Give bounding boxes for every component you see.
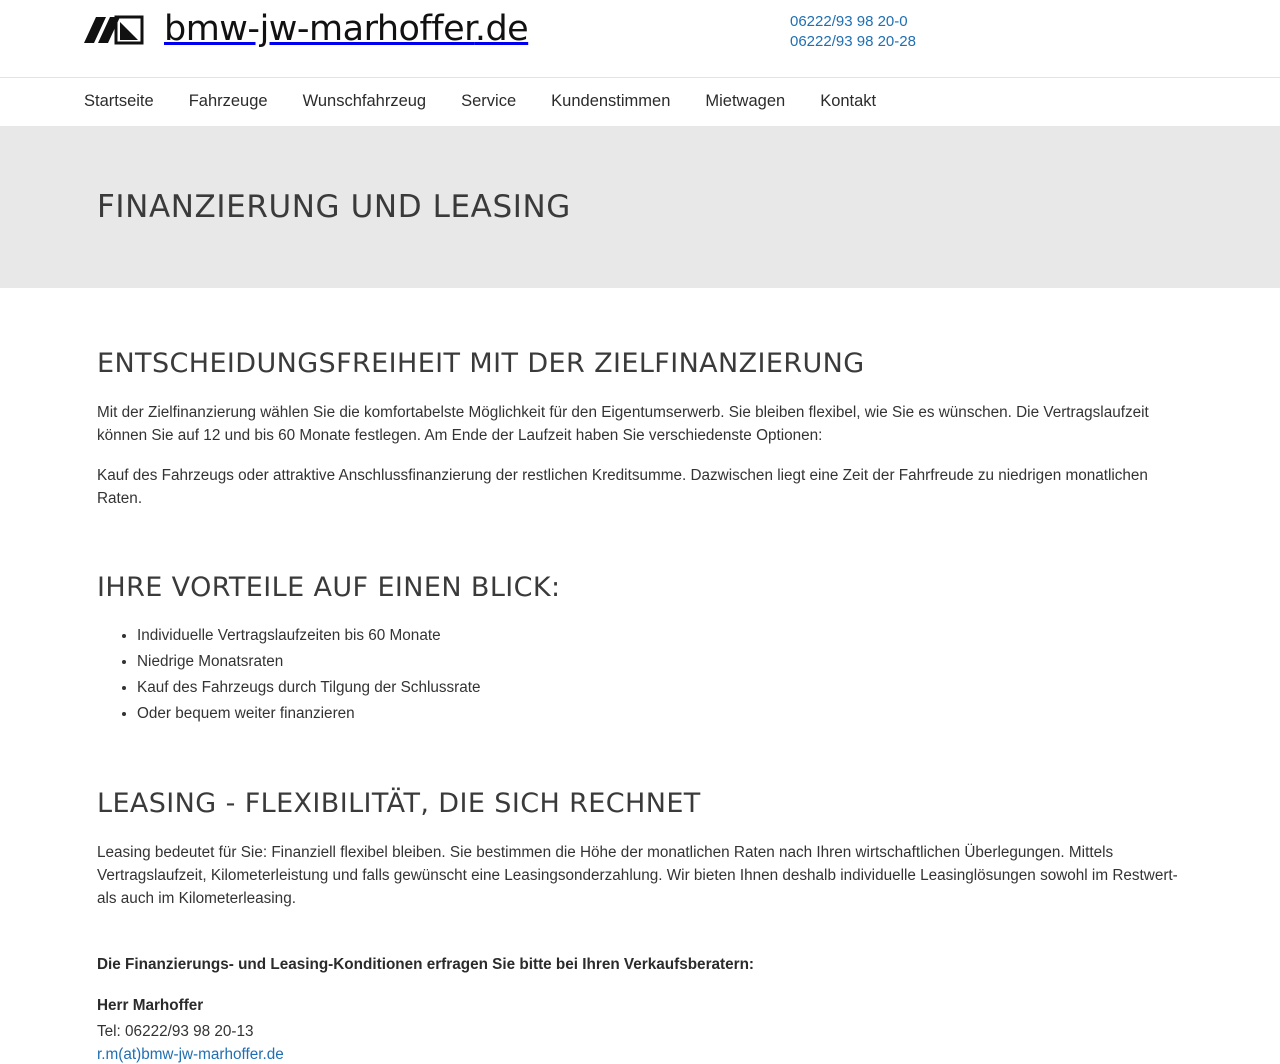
section1-paragraph-1: Mit der Zielfinanzierung wählen Sie die komfortabelste Möglichkeit für den Eigentumserwerb. Sie bleiben flexibel, wie Sie es wünschen. Die Vertragslaufzeit können Sie auf 12 und bis 60 Monate festlegen. Am Ende der Laufzeit haben Sie verschiedenste Optionen: <box>97 401 1183 448</box>
list-item: • Oder bequem weiter finanzieren <box>137 703 1183 726</box>
contact-block <box>97 953 1183 1064</box>
logo-text-suffix: .de <box>475 9 528 49</box>
bmw-slash-logo-icon <box>84 13 156 47</box>
header-phone-numbers <box>790 12 916 53</box>
nav-item-kundenstimmen[interactable]: Kundenstimmen <box>551 92 670 111</box>
contact-name: Herr Marhoffer <box>97 994 1183 1017</box>
list-item: • Niedrige Monatsraten <box>137 651 1183 674</box>
nav-item-fahrzeuge[interactable]: Fahrzeuge <box>189 92 268 111</box>
nav-item-mietwagen[interactable]: Mietwagen <box>705 92 785 111</box>
section-heading-zielfinanzierung: ENTSCHEIDUNGSFREIHEIT MIT DER ZIELFINANZIERUNG <box>97 348 1183 379</box>
section1-paragraph-2: Kauf des Fahrzeugs oder attraktive Anschlussfinanzierung der restlichen Kreditsumme. Dazwischen liegt eine Zeit der Fahrfreude zu niedrigen monatlichen Raten. <box>97 464 1183 511</box>
section3-paragraph-1: Leasing bedeutet für Sie: Finanziell flexibel bleiben. Sie bestimmen die Höhe der monatlichen Raten nach Ihren wirtschaftlichen Überlegungen. Mittels Vertragslaufzeit, Kilometerleistung und falls gewünscht eine Leasingsonderzahlung. Wir bieten Ihnen deshalb individuelle Leasinglösungen sowohl im Restwert- als auch im Kilometerleasing. <box>97 841 1183 911</box>
main-content <box>0 288 1280 1064</box>
phone-primary-link[interactable]: 06222/93 98 20-0 <box>790 12 916 32</box>
list-item: • Kauf des Fahrzeugs durch Tilgung der Schlussrate <box>137 677 1183 700</box>
nav-item-wunschfahrzeug[interactable]: Wunschfahrzeug <box>303 92 427 111</box>
main-navigation <box>0 78 1280 126</box>
contact-phone: Tel: 06222/93 98 20-13 <box>97 1020 1183 1043</box>
phone-secondary-link[interactable]: 06222/93 98 20-28 <box>790 32 916 52</box>
nav-item-service[interactable]: Service <box>461 92 516 111</box>
site-logo[interactable] <box>84 12 528 47</box>
site-header <box>0 0 1280 78</box>
vorteile-list <box>97 625 1183 726</box>
section-heading-vorteile: IHRE VORTEILE AUF EINEN BLICK: <box>97 572 1183 603</box>
logo-text-main: bmw-jw-marhoffer <box>164 9 475 49</box>
contact-intro: Die Finanzierungs- und Leasing-Konditionen erfragen Sie bitte bei Ihren Verkaufsberatern: <box>97 953 1183 976</box>
contact-email-link[interactable]: r.m(at)bmw-jw-marhoffer.de <box>97 1046 284 1063</box>
logo-wordmark <box>164 12 528 47</box>
page-title: FINANZIERUNG UND LEASING <box>97 189 571 225</box>
nav-item-kontakt[interactable]: Kontakt <box>820 92 876 111</box>
section-heading-leasing: LEASING - FLEXIBILITÄT, DIE SICH RECHNET <box>97 788 1183 819</box>
nav-item-startseite[interactable]: Startseite <box>84 92 154 111</box>
hero-band <box>0 126 1280 288</box>
list-item: • Individuelle Vertragslaufzeiten bis 60 Monate <box>137 625 1183 648</box>
